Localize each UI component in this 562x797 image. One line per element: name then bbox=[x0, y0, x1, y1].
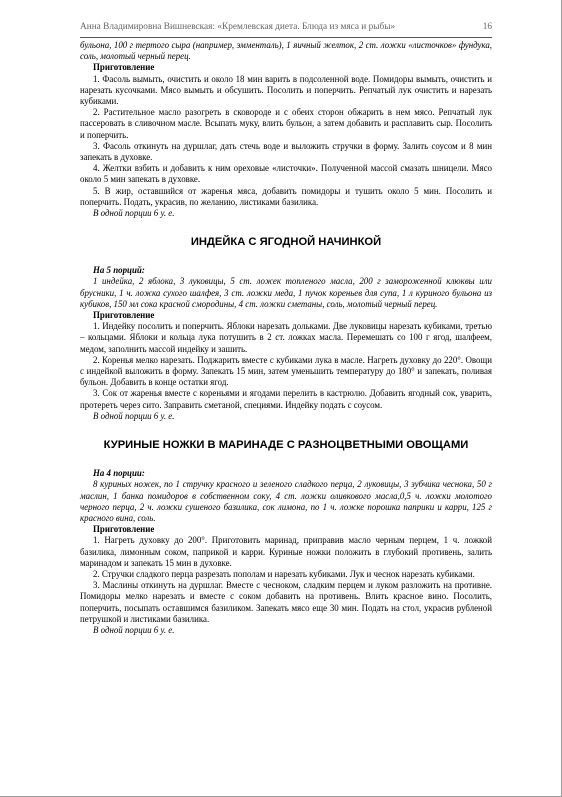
recipe-title: КУРИНЫЕ НОЖКИ В МАРИНАДЕ С РАЗНОЦВЕТНЫМИ ОВОЩАМИ bbox=[103, 439, 469, 452]
method-step: 3. Сок от жаренья вместе с кореньями и ягодами перелить в кастрюлю. Добавить ягодный сок, уварить, протереть через сито. Заправить сметаной, специями. Индейку подать с соусом. bbox=[80, 388, 492, 410]
ingredients-list: 8 куриных ножек, по 1 стручку красного и зеленого сладкого перца, 2 луковицы, 3 зубчика чеснока, 50 г маслин, 1 банка помидоров в собственном соку, 4 ст. ложки оливкового масла,0,5 ч. ложки молотого черного перца, 2 ч. ложки сушеного базилика, сок лимона, по 1 ч. ложке порошка паприки и карри, 125 г красного вина, соль. bbox=[80, 479, 492, 523]
method-step: 4. Желтки взбить и добавить к ним ореховые «листочки». Полученной массой смазать шницели. Мясо около 5 мин запекать в духовке. bbox=[80, 163, 492, 185]
method-step: 2. Коренья мелко нарезать. Поджарить вместе с кубиками лука в масле. Нагреть духовку до 220°. Овощи с индейкой выложить в форму. Запекать 15 мин, затем уменьшить температуру до 180° и запекать, поливая бульон. Добавить в конце остатки ягод. bbox=[80, 354, 492, 388]
method-heading: Приготовление bbox=[93, 310, 155, 321]
method-step: 2. Растительное масло разогреть в сковороде и с обеих сторон обжарить в нем мясо. Репчатый лук пассеровать в сливочном масле. Всыпать муку, влить бульон, а затем добавить и расплавить сыр. Посолить и поперчить. bbox=[80, 107, 492, 140]
method-step: 3. Маслины откинуть на дуршлаг. Вместе с чесноком, сладким перцем и луком разложить на противне. Помидоры мелко нарезать и вместе с соком добавить на противень. Влить красное вино. Посолить, поперчить, посыпать оставшимся базиликом. Запекать мясо еще 30 мин. Подать на стол, украсив рубленой петрушкой и листиками базилика. bbox=[80, 580, 492, 624]
method-step: 1. Индейку посолить и поперчить. Яблоки нарезать дольками. Две луковицы нарезать кубиками, третью – кольцами. Яблоки и кольца лука потушить в 2 ст. ложках масла. Перемешать со 100 г ягод, шалфеем, медом, заполнить массой индейку и зашить. bbox=[80, 321, 492, 354]
method-heading: Приготовление bbox=[93, 524, 155, 535]
ingredients-list: 1 индейка, 2 яблока, 3 луковицы, 5 ст. ложек топленого масла, 200 г замороженной клюквы или брусники, 1 ч. ложка сухого шалфея, 3 ст. ложки меда, 1 пучок кореньев для супа, 1 л куриного бульона из кубиков, 150 мл сока красной смородины, 4 ст. ложки сметаны, соль, молотый черный перец. bbox=[80, 276, 492, 309]
header-rule bbox=[80, 37, 492, 38]
per-serving-note: В одной порции 6 у. е. bbox=[93, 208, 175, 219]
page-content bbox=[80, 40, 492, 636]
per-serving-note: В одной порции 6 у. е. bbox=[93, 624, 175, 635]
ingredients-continuation: бульона, 100 г тертого сыра (например, эмменталь), 1 яичный желток, 2 ст. ложки «листочков» фундука, соль, молотый черный перец. bbox=[80, 40, 492, 62]
per-serving-note: В одной порции 6 у. е. bbox=[93, 410, 175, 421]
method-step: 2. Стручки сладкого перца разрезать пополам и нарезать кубиками. Лук и чеснок нарезать кубиками. bbox=[93, 568, 475, 579]
method-step: 1. Нагреть духовку до 200°. Приготовить маринад, приправив масло черным перцем, 1 ч. ложкой базилика, лимонным соком, паприкой и карри. Куриные ножки положить в глубокий противень, залить маринадом и запекать 15 мин в духовке. bbox=[80, 535, 492, 568]
method-heading: Приготовление bbox=[93, 62, 155, 73]
method-step: 5. В жир, оставшийся от жаренья мяса, добавить помидоры и тушить около 5 мин. Посолить и поперчить. Подать, украсив, по желанию, листиками базилика. bbox=[80, 185, 492, 207]
running-title: Анна Владимировна Вишневская: «Кремлевская диета. Блюда из мяса и рыбы» bbox=[80, 22, 396, 32]
method-step: 3. Фасоль откинуть на дуршлаг, дать стечь воде и выложить стручки в форму. Залить соусом и 8 мин запекать в духовке. bbox=[80, 140, 492, 163]
page-number: 16 bbox=[482, 22, 492, 32]
recipe-title: ИНДЕЙКА С ЯГОДНОЙ НАЧИНКОЙ bbox=[190, 236, 382, 249]
running-header bbox=[80, 22, 492, 32]
method-step: 1. Фасоль вымыть, очистить и около 18 мин варить в подсоленной воде. Помидоры вымыть, очистить и нарезать кусочками. Мясо вымыть и обсушить. Посолить и поперчить. Репчатый лук очистить и нарезать кубиками. bbox=[80, 73, 492, 107]
servings-label: На 4 порции: bbox=[93, 468, 145, 479]
servings-label: На 5 порций: bbox=[93, 265, 145, 276]
